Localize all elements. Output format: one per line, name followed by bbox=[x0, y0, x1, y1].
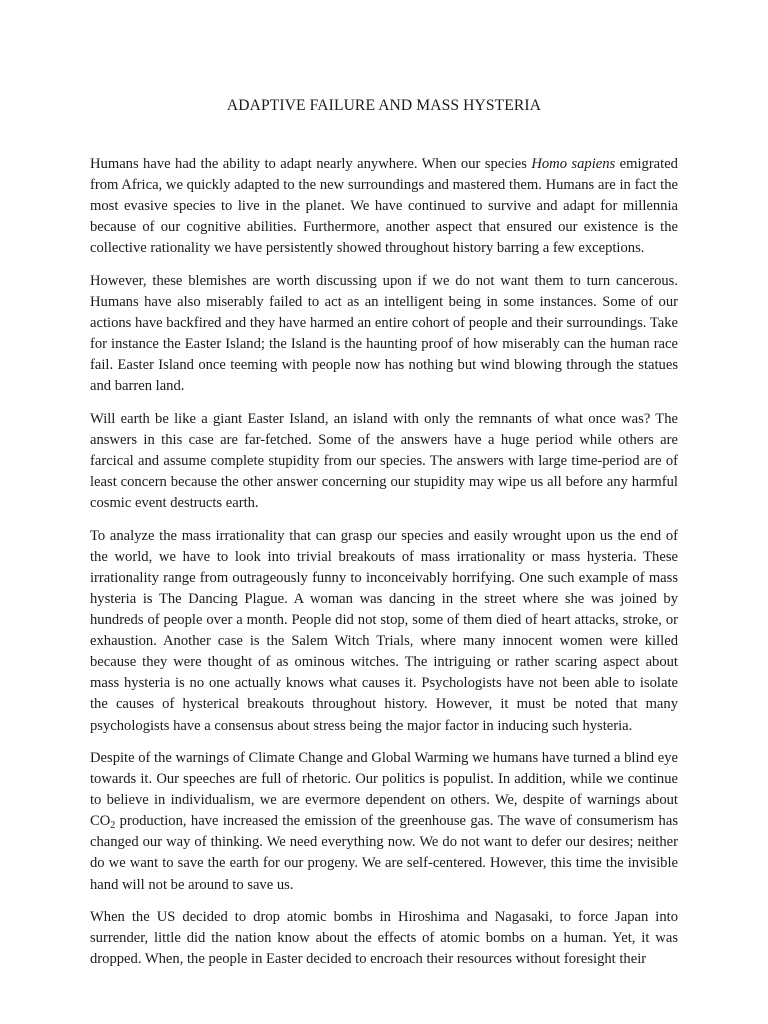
paragraph-5-text-start: Despite of the warnings of Climate Change and Global Warming we humans have turned a blind eye towards it. Our speeches are full of rhetoric. Our politics is populist. In addition, while we continue to believe in individualism, we are evermore dependent on others. We, despite of warnings about CO bbox=[90, 750, 678, 830]
paragraph-1 bbox=[90, 154, 678, 259]
paragraph-1-text-end: emigrated from Africa, we quickly adapted to the new surroundings and mastered them. Humans are in fact the most evasive species to live in the planet. We have continued to survive and adapt for millennia because of our cognitive abilities. Furthermore, another aspect that ensured our existence is the collective rationality we have persistently showed throughout history barring a few exceptions. bbox=[90, 156, 678, 257]
species-name: Homo sapiens bbox=[531, 156, 616, 172]
paragraph-5 bbox=[90, 748, 678, 896]
co2-subscript: 2 bbox=[110, 820, 116, 832]
document-body bbox=[90, 96, 678, 982]
paragraph-6: When the US decided to drop atomic bombs in Hiroshima and Nagasaki, to force Japan into surrender, little did the nation know about the effects of atomic bombs on a human. Yet, it was dropped. When, the people in Easter decided to encroach their resources without foresight their bbox=[90, 909, 678, 968]
paragraph-4: To analyze the mass irrationality that can grasp our species and easily wrought upon us the end of the world, we have to look into trivial breakouts of mass irrationality or mass hysteria. These irrationality range from outrageously funny to inconceivably horrifying. One such example of mass hysteria is The Dancing Plague. A woman was dancing in the street where she was joined by hundreds of people over a month. People did not stop, some of them died of heart attacks, stroke, or exhaustion. Another case is the Salem Witch Trials, where many innocent women were killed because they were thought of as ominous witches. The intriguing or rather scaring aspect about mass hysteria is no one actually knows what causes it. Psychologists have not been able to isolate the causes of hysterical breakouts throughout history. However, it must be noted that many psychologists have a consensus about stress being the major factor in inducing such hysteria. bbox=[90, 527, 678, 734]
paragraph-2: However, these blemishes are worth discussing upon if we do not want them to turn cancerous. Humans have also miserably failed to act as an intelligent being in some instances. Some of our actions have backfired and they have harmed an entire cohort of people and their surroundings. Take for instance the Easter Island; the Island is the haunting proof of how miserably can the human race fail. Easter Island once teeming with people now has nothing but wind blowing through the statues and barren land. bbox=[90, 272, 678, 395]
paragraph-3: Will earth be like a giant Easter Island, an island with only the remnants of what once was? The answers in this case are far-fetched. Some of the answers have a huge period while others are farcical and assume complete stupidity from our species. The answers with large time-period are of least concern because the other answer concerning our stupidity may wipe us all before any harmful cosmic event destructs earth. bbox=[90, 410, 678, 512]
paragraph-1-text-start: Humans have had the ability to adapt nearly anywhere. When our species bbox=[90, 156, 532, 172]
paragraph-5-text-end: production, have increased the emission of the greenhouse gas. The wave of consumerism has changed our way of thinking. We need everything now. We do not want to defer our desires; neither do we want to save the earth for our progeny. We are self-centered. However, this time the invisible hand will not be around to save us. bbox=[90, 813, 678, 893]
page-title: ADAPTIVE FAILURE AND MASS HYSTERIA bbox=[226, 97, 542, 114]
